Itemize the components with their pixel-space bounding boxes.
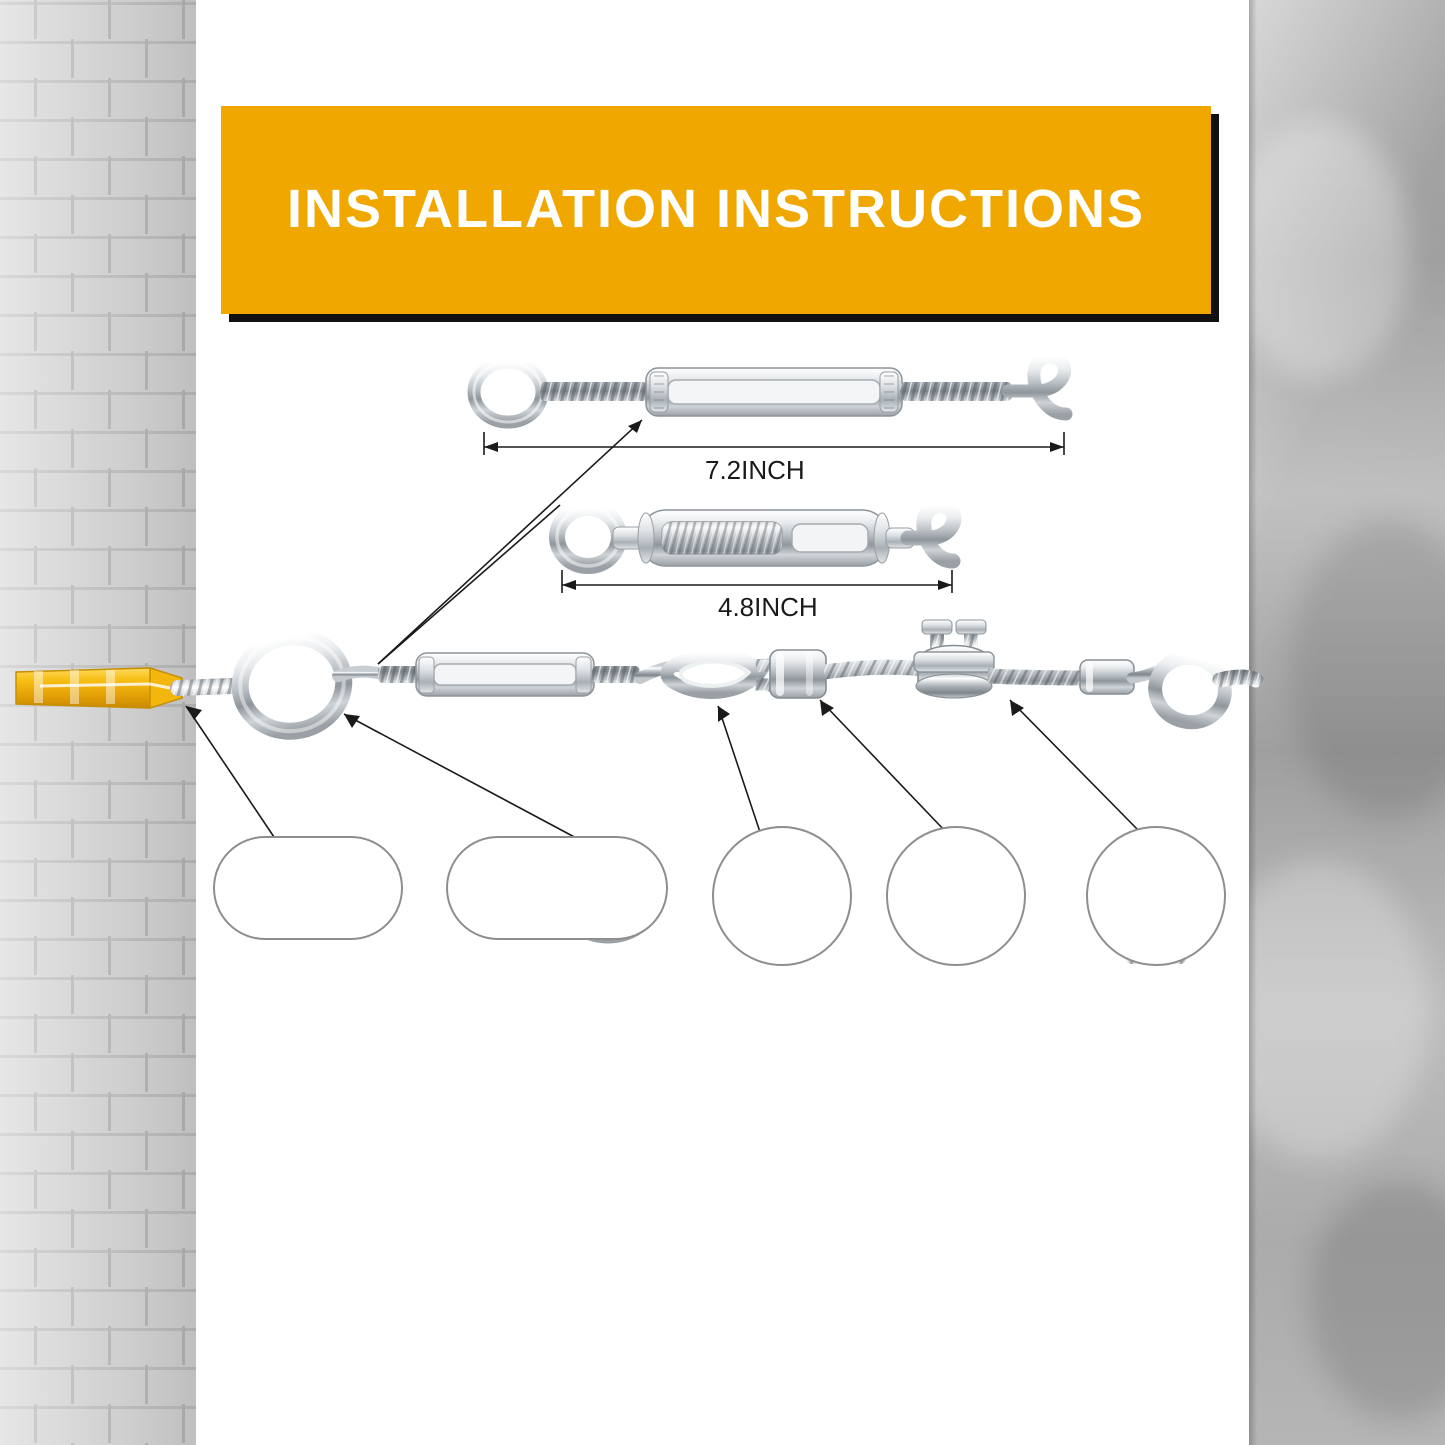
concrete-wall-edge xyxy=(1249,0,1257,1445)
installed-cable-clamp xyxy=(914,620,994,698)
installed-turnbuckle xyxy=(338,653,640,696)
concrete-mottle xyxy=(1289,520,1445,820)
callout-thimble xyxy=(712,826,852,966)
dimension-line-7-2-inch xyxy=(484,432,1064,455)
dimension-label-small: 4.8INCH xyxy=(718,592,818,622)
installed-right-end xyxy=(1080,650,1256,729)
dimension-line-4-8-inch xyxy=(562,570,952,593)
concrete-mottle xyxy=(1249,860,1429,1160)
dimension-label-large: 7.2INCH xyxy=(705,455,805,485)
installed-eye-screw xyxy=(178,627,353,741)
turnbuckle-small-right-collar xyxy=(886,528,914,548)
concrete-wall xyxy=(1249,0,1445,1445)
concrete-mottle xyxy=(1309,1180,1445,1420)
callout-wall-plug xyxy=(213,836,403,940)
installed-ferrule xyxy=(770,650,826,698)
turnbuckle-small-hook-end xyxy=(908,506,954,561)
callout-cable-clamp xyxy=(1086,826,1226,966)
installed-cable-right xyxy=(988,676,1092,678)
leader-lines-to-callouts xyxy=(186,700,1140,840)
page-title: INSTALLATION INSTRUCTIONS xyxy=(287,179,1145,240)
installed-cable-left xyxy=(824,667,936,672)
turnbuckle-large-body xyxy=(646,368,902,416)
turnbuckle-hook-and-eye-small xyxy=(557,506,954,566)
turnbuckle-small-eye-end xyxy=(557,508,619,566)
installed-thimble xyxy=(640,653,806,692)
brick-courses xyxy=(0,0,196,1445)
leader-turnbuckle-small xyxy=(378,505,560,664)
leader-turnbuckle-large xyxy=(378,420,642,664)
turnbuckle-large-left-rod xyxy=(540,382,648,401)
header-banner xyxy=(221,106,1211,314)
brick-wall xyxy=(0,0,196,1445)
turnbuckle-hook-and-eye-large xyxy=(474,357,1066,422)
turnbuckle-large-right-rod xyxy=(900,382,1012,401)
turnbuckle-large-hook-end xyxy=(1008,357,1066,414)
turnbuckle-small-body xyxy=(638,510,890,566)
turnbuckle-large-eye-end xyxy=(474,362,542,422)
callout-ferrule xyxy=(886,826,1026,966)
callout-eye-screw xyxy=(446,836,668,940)
concrete-mottle xyxy=(1249,120,1409,380)
turnbuckle-small-left-collar xyxy=(613,527,645,549)
